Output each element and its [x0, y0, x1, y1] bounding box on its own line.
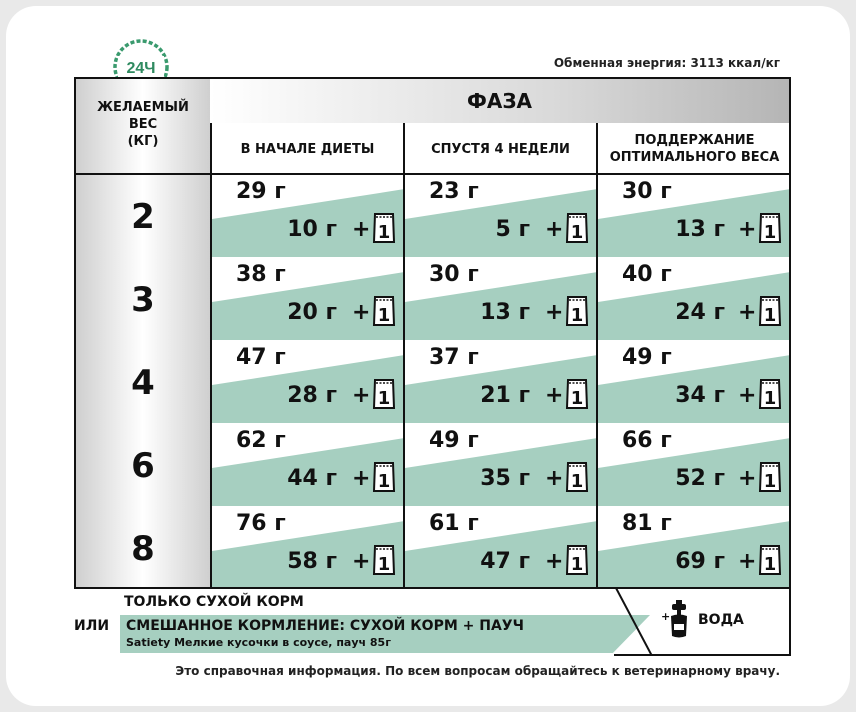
pouch-icon [372, 459, 396, 493]
ration-cell [405, 507, 596, 589]
phase-header-4-weeks: СПУСТЯ 4 НЕДЕЛИ [405, 123, 596, 175]
pouch-icon [758, 210, 782, 244]
mixed-food-amount: 21 г [480, 383, 530, 408]
pouch-icon [372, 210, 396, 244]
ration-cell [598, 341, 791, 425]
weight-header-line: ВЕС [128, 117, 158, 132]
pouch-count: 1 [377, 388, 391, 409]
mixed-food-amount: 10 г [287, 217, 337, 242]
ration-cell [212, 507, 403, 589]
weight-header-line: ЖЕЛАЕМЫЙ [97, 100, 189, 115]
water-label: ВОДА [698, 612, 744, 628]
ration-cell [598, 258, 791, 342]
ration-cell [212, 175, 403, 259]
pouch-icon [565, 459, 589, 493]
footnote: Это справочная информация. По всем вопросам обращайтесь к ветеринарному врачу. [175, 664, 780, 678]
pouch-icon [565, 542, 589, 576]
column-divider [210, 123, 212, 589]
mixed-food-amount: 34 г [675, 383, 725, 408]
mixed-food-amount: 13 г [480, 300, 530, 325]
water-tap-icon [660, 598, 690, 640]
weight-value: 8 [131, 529, 155, 569]
pouch-icon [565, 210, 589, 244]
ration-cell [212, 258, 403, 342]
mixed-food-amount: 13 г [675, 217, 725, 242]
pouch-count: 1 [763, 222, 777, 243]
pouch-icon [372, 542, 396, 576]
feeding-table [74, 77, 791, 589]
pouch-count: 1 [570, 471, 584, 492]
pouch-count: 1 [377, 554, 391, 575]
pouch-icon [758, 293, 782, 327]
mixed-food-amount: 44 г [287, 466, 337, 491]
mixed-food-amount: 5 г [495, 217, 530, 242]
pouch-icon [758, 459, 782, 493]
energy-info: Обменная энергия: 3113 ккал/кг [553, 56, 780, 70]
badge-label: 24Ч [126, 60, 156, 77]
weight-value: 6 [131, 446, 155, 486]
pouch-count: 1 [377, 222, 391, 243]
ration-cell [212, 341, 403, 425]
dry-food-amount: 29 г [236, 179, 286, 204]
weight-header-line: (КГ) [127, 134, 159, 149]
dry-food-amount: 30 г [429, 262, 479, 287]
phase-header-start: В НАЧАЛЕ ДИЕТЫ [212, 123, 403, 175]
pouch-count: 1 [763, 388, 777, 409]
pouch-count: 1 [377, 471, 391, 492]
plus-sign: + [738, 217, 757, 242]
pouch-count: 1 [377, 305, 391, 326]
pouch-count: 1 [763, 471, 777, 492]
plus-sign: + [545, 217, 564, 242]
dry-food-amount: 66 г [622, 428, 672, 453]
column-divider [403, 123, 405, 589]
ration-cell [405, 175, 596, 259]
water-legend [614, 588, 791, 656]
column-divider [596, 123, 598, 589]
mixed-food-amount: 47 г [480, 549, 530, 574]
pouch-icon [372, 293, 396, 327]
plus-sign: + [738, 549, 757, 574]
dry-food-amount: 38 г [236, 262, 286, 287]
plus-sign: + [352, 466, 371, 491]
phase-title: ФАЗА [210, 79, 789, 123]
plus-sign: + [738, 383, 757, 408]
pouch-count: 1 [570, 305, 584, 326]
dry-food-amount: 62 г [236, 428, 286, 453]
plus-sign: + [352, 300, 371, 325]
plus-sign: + [352, 549, 371, 574]
ration-cell [405, 258, 596, 342]
mixed-food-amount: 20 г [287, 300, 337, 325]
ration-cell [405, 424, 596, 508]
mixed-food-amount: 69 г [675, 549, 725, 574]
plus-sign: + [545, 383, 564, 408]
dry-food-amount: 37 г [429, 345, 479, 370]
mixed-food-amount: 28 г [287, 383, 337, 408]
mixed-food-amount: 58 г [287, 549, 337, 574]
pouch-icon [372, 376, 396, 410]
mixed-food-amount: 35 г [480, 466, 530, 491]
pouch-icon [758, 542, 782, 576]
dry-food-amount: 61 г [429, 511, 479, 536]
pouch-icon [565, 293, 589, 327]
plus-sign: + [545, 300, 564, 325]
plus-sign: + [738, 466, 757, 491]
legend-mixed-subtitle: Satiety Мелкие кусочки в соусе, пауч 85г [126, 636, 391, 649]
plus-sign: + [352, 383, 371, 408]
legend-mixed-title: СМЕШАННОЕ КОРМЛЕНИЕ: СУХОЙ КОРМ + ПАУЧ [126, 618, 524, 634]
ration-cell [598, 507, 791, 589]
pouch-count: 1 [763, 554, 777, 575]
weight-header [76, 99, 210, 150]
dry-food-amount: 76 г [236, 511, 286, 536]
dry-food-amount: 40 г [622, 262, 672, 287]
ration-cell [405, 341, 596, 425]
ration-cell [598, 175, 791, 259]
pouch-icon [758, 376, 782, 410]
feeding-card [6, 6, 850, 706]
weight-column [76, 79, 210, 587]
pouch-count: 1 [570, 388, 584, 409]
weight-value: 4 [131, 363, 155, 403]
legend [74, 590, 791, 660]
mixed-food-amount: 52 г [675, 466, 725, 491]
dry-food-amount: 30 г [622, 179, 672, 204]
dry-food-amount: 23 г [429, 179, 479, 204]
plus-sign: + [352, 217, 371, 242]
dry-food-amount: 47 г [236, 345, 286, 370]
plus-sign: + [545, 549, 564, 574]
dry-food-amount: 81 г [622, 511, 672, 536]
water-plus: + [661, 610, 671, 623]
dry-food-amount: 49 г [429, 428, 479, 453]
pouch-count: 1 [570, 554, 584, 575]
plus-sign: + [545, 466, 564, 491]
pouch-count: 1 [763, 305, 777, 326]
pouch-icon [565, 376, 589, 410]
mixed-food-amount: 24 г [675, 300, 725, 325]
dry-food-amount: 49 г [622, 345, 672, 370]
legend-or: ИЛИ [74, 618, 110, 634]
ration-cell [598, 424, 791, 508]
weight-value: 2 [131, 197, 155, 237]
pouch-count: 1 [570, 222, 584, 243]
weight-value: 3 [131, 280, 155, 320]
plus-sign: + [738, 300, 757, 325]
ration-cell [212, 424, 403, 508]
phase-header-maintenance: ПОДДЕРЖАНИЕ ОПТИМАЛЬНОГО ВЕСА [598, 123, 791, 175]
legend-dry-only: ТОЛЬКО СУХОЙ КОРМ [124, 594, 304, 610]
